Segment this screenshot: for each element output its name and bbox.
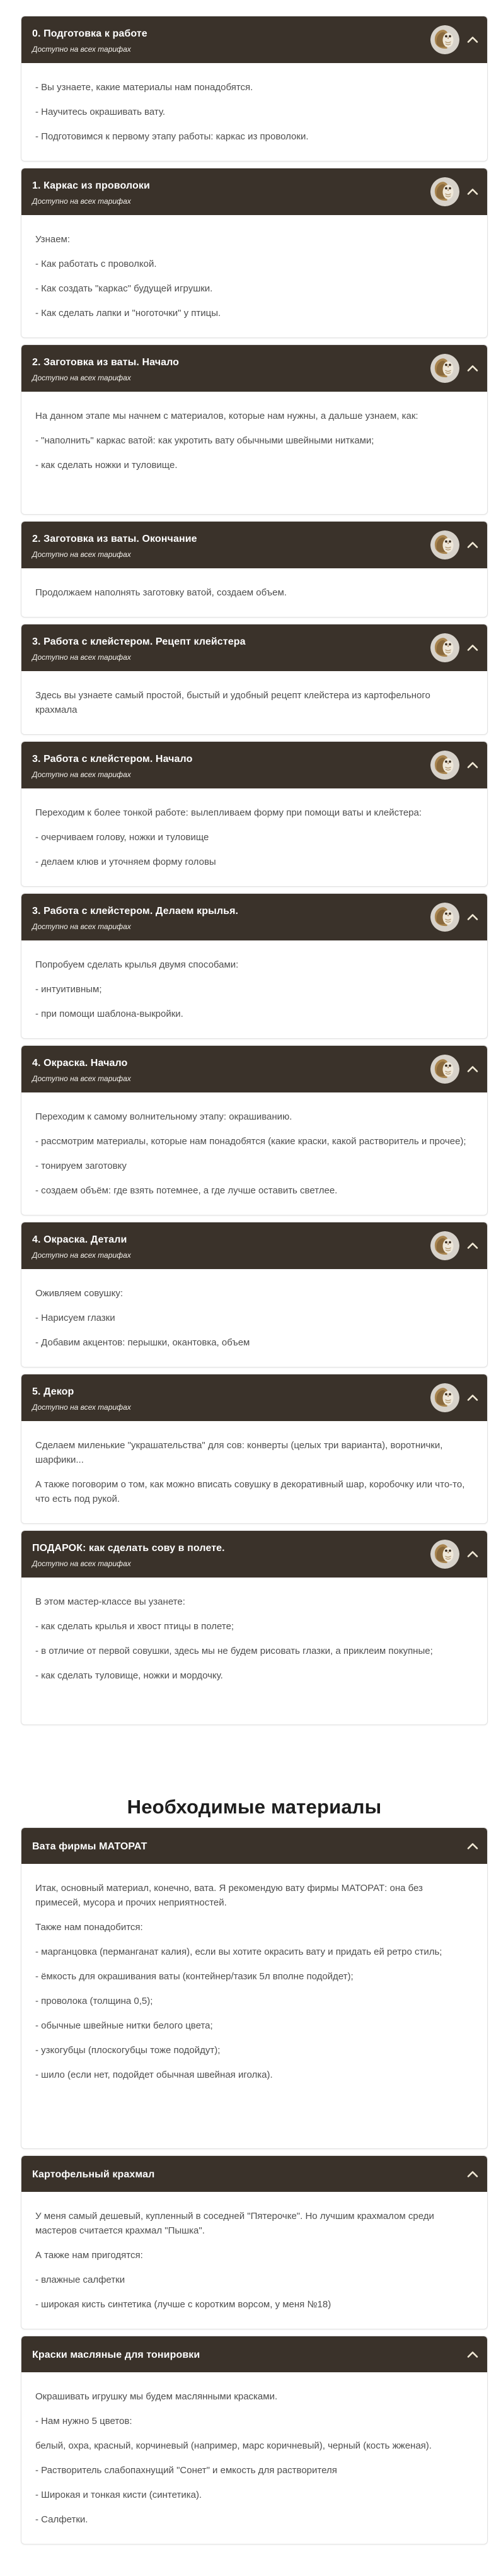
lesson-accordion-header[interactable] — [21, 345, 487, 392]
chevron-up-icon — [466, 913, 479, 922]
description-paragraph: На данном этапе мы начнем с материалов, которые нам нужны, а дальше узнаем, как: — [35, 411, 418, 421]
lesson-tariff-subtitle: Доступно на всех тарифах — [32, 652, 131, 662]
description-paragraph: Сделаем миленькие "украшательства" для сов: конверты (целых три варианта), воротнички, шарфики... — [35, 1440, 443, 1465]
material-card — [21, 2336, 488, 2544]
description-paragraph: - широкая кисть синтетика (лучше с коротким ворсом, у меня №18) — [35, 2299, 331, 2310]
lesson-accordion-header[interactable] — [21, 1046, 487, 1092]
lesson-description-body — [21, 788, 487, 886]
lesson-tariff-subtitle: Доступно на всех тарифах — [32, 196, 131, 206]
lesson-accordion-header[interactable] — [21, 894, 487, 940]
chevron-up-icon — [466, 1550, 479, 1559]
description-paragraph: - делаем клюв и уточняем форму головы — [35, 857, 216, 867]
description-paragraph: - Научитесь окрашивать вату. — [35, 107, 166, 117]
description-paragraph: - "наполнить" каркас ватой: как укротить вату обычными швейными нитками; — [35, 435, 374, 446]
lesson-card — [21, 168, 488, 338]
description-paragraph: - Широкая и тонкая кисти (синтетика). — [35, 2490, 202, 2500]
material-title: Картофельный крахмал — [32, 2169, 155, 2180]
description-paragraph: Продолжаем наполнять заготовку ватой, создаем объем. — [35, 587, 287, 598]
description-paragraph: - как сделать крылья и хвост птицы в полете; — [35, 1621, 234, 1632]
lessons-list — [21, 16, 488, 1725]
lesson-accordion-header[interactable] — [21, 624, 487, 671]
lesson-card — [21, 741, 488, 887]
lesson-tariff-subtitle: Доступно на всех тарифах — [32, 1074, 131, 1083]
description-paragraph: - тонируем заготовку — [35, 1161, 127, 1171]
description-paragraph: - Салфетки. — [35, 2514, 88, 2525]
description-paragraph: - в отличие от первой совушки, здесь мы не будем рисовать глазки, а приклеим покупные; — [35, 1646, 433, 1656]
lesson-accordion-header[interactable] — [21, 168, 487, 215]
chevron-up-icon — [466, 1393, 479, 1402]
chevron-up-icon — [466, 1241, 479, 1250]
lesson-accordion-header[interactable] — [21, 16, 487, 63]
owl-lesson-avatar — [430, 1231, 459, 1260]
chevron-up-icon — [466, 761, 479, 770]
description-paragraph — [35, 2117, 468, 2131]
lesson-description-body — [21, 63, 487, 161]
description-paragraph: - Подготовимся к первому этапу работы: каркас из проволоки. — [35, 131, 309, 142]
description-paragraph: - марганцовка (перманганат калия), если вы хотите окрасить вату и придать ей ретро стиль; — [35, 1947, 442, 1957]
owl-lesson-avatar — [430, 1055, 459, 1084]
chevron-up-icon — [466, 2350, 479, 2359]
description-paragraph: - Вы узнаете, какие материалы нам понадобятся. — [35, 82, 253, 93]
description-paragraph: А также нам пригодятся: — [35, 2250, 143, 2261]
description-paragraph: - Добавим акцентов: перышки, окантовка, объем — [35, 1337, 250, 1348]
lesson-title: 3. Работа с клейстером. Делаем крылья. — [32, 905, 239, 916]
owl-lesson-avatar — [430, 177, 459, 206]
description-paragraph: Итак, основный материал, конечно, вата. Я рекомендую вату фирмы МАТОРАТ: она без примесей, мусора и прочих неприятностей. — [35, 1883, 423, 1908]
description-paragraph: - Растворитель слабопахнущий "Сонет" и емкость для растворителя — [35, 2465, 337, 2476]
description-paragraph: Оживляем совушку: — [35, 1288, 123, 1299]
lesson-card — [21, 521, 488, 618]
description-paragraph: - Нам нужно 5 цветов: — [35, 2416, 132, 2427]
materials-list — [21, 1827, 488, 2544]
material-description-body — [21, 1864, 487, 2148]
lesson-tariff-subtitle: Доступно на всех тарифах — [32, 922, 131, 931]
lesson-card — [21, 1222, 488, 1367]
description-paragraph: - рассмотрим материалы, которые нам понадобятся (какие краски, какой растворитель и прочее); — [35, 1136, 466, 1147]
owl-lesson-avatar — [430, 530, 459, 559]
material-accordion-header[interactable] — [21, 2336, 487, 2372]
lesson-card — [21, 1530, 488, 1725]
lesson-title: ПОДАРОК: как сделать сову в полете. — [32, 1542, 225, 1554]
description-paragraph: Попробуем сделать крылья двумя способами: — [35, 959, 239, 970]
lesson-description-body — [21, 1269, 487, 1367]
owl-lesson-avatar — [430, 903, 459, 932]
lesson-description-body — [21, 671, 487, 734]
lesson-description-body — [21, 1578, 487, 1724]
lesson-title: 0. Подготовка к работе — [32, 28, 147, 39]
lesson-card — [21, 344, 488, 515]
owl-lesson-avatar — [430, 1540, 459, 1569]
lesson-accordion-header[interactable] — [21, 1374, 487, 1421]
materials-heading: Необходимые материалы — [127, 1796, 382, 1818]
lesson-description-body — [21, 215, 487, 337]
description-paragraph: У меня самый дешевый, купленный в соседней "Пятерочке". Но лучшим крахмалом среди мастеров считается крахмал "Пышка". — [35, 2211, 434, 2236]
chevron-up-icon — [466, 541, 479, 549]
description-paragraph: - влажные салфетки — [35, 2274, 125, 2285]
lesson-title: 3. Работа с клейстером. Рецепт клейстера — [32, 636, 246, 647]
lesson-description-body — [21, 1092, 487, 1215]
lesson-tariff-subtitle: Доступно на всех тарифах — [32, 373, 131, 382]
description-paragraph — [35, 1693, 468, 1707]
description-paragraph: - ёмкость для окрашивания ваты (контейнер/тазик 5л вполне подойдет); — [35, 1971, 354, 1982]
description-paragraph — [35, 483, 468, 497]
lesson-accordion-header[interactable] — [21, 1222, 487, 1269]
description-paragraph: - создаем объём: где взять потемнее, а где лучше оставить светлее. — [35, 1185, 338, 1196]
description-paragraph: - очерчиваем голову, ножки и туловище — [35, 832, 209, 843]
lesson-tariff-subtitle: Доступно на всех тарифах — [32, 1250, 131, 1260]
lesson-accordion-header[interactable] — [21, 1531, 487, 1578]
lesson-card — [21, 1045, 488, 1215]
lesson-card — [21, 16, 488, 161]
chevron-up-icon — [466, 187, 479, 196]
description-paragraph: - узкогубцы (плоскогубцы тоже подойдут); — [35, 2045, 221, 2056]
chevron-up-icon — [466, 1842, 479, 1851]
chevron-up-icon — [466, 35, 479, 44]
chevron-up-icon — [466, 2170, 479, 2179]
owl-lesson-avatar — [430, 354, 459, 383]
lesson-tariff-subtitle: Доступно на всех тарифах — [32, 770, 131, 779]
description-paragraph: - как сделать туловище, ножки и мордочку. — [35, 1670, 223, 1681]
lesson-description-body — [21, 1421, 487, 1523]
lesson-tariff-subtitle: Доступно на всех тарифах — [32, 549, 131, 559]
lesson-accordion-header[interactable] — [21, 522, 487, 568]
lesson-title: 2. Заготовка из ваты. Окончание — [32, 533, 197, 544]
material-description-body — [21, 2372, 487, 2544]
description-paragraph: А также поговорим о том, как можно вписать совушку в декоративный шар, коробочку или что-то, что есть под рукой. — [35, 1479, 465, 1504]
lesson-description-body — [21, 392, 487, 514]
material-title: Вата фирмы МАТОРАТ — [32, 1841, 147, 1852]
description-paragraph: - при помощи шаблона-выкройки. — [35, 1009, 183, 1019]
lesson-card — [21, 1374, 488, 1524]
lesson-tariff-subtitle: Доступно на всех тарифах — [32, 1559, 131, 1568]
lesson-description-body — [21, 568, 487, 617]
description-paragraph: - Как работать с проволкой. — [35, 259, 157, 269]
description-paragraph: - шило (если нет, подойдет обычная швейная иголка). — [35, 2070, 273, 2080]
lesson-title: 2. Заготовка из ваты. Начало — [32, 356, 180, 368]
material-card — [21, 1827, 488, 2149]
description-paragraph: - Нарисуем глазки — [35, 1313, 115, 1323]
description-paragraph: - как сделать ножки и туловище. — [35, 460, 178, 471]
description-paragraph: В этом мастер-классе вы узанете: — [35, 1596, 185, 1607]
material-title: Краски масляные для тонировки — [32, 2349, 200, 2360]
description-paragraph: - Как сделать лапки и "ноготочки" у птицы. — [35, 308, 221, 319]
description-paragraph: - проволока (толщина 0,5); — [35, 1996, 153, 2006]
lesson-card — [21, 893, 488, 1039]
owl-lesson-avatar — [430, 633, 459, 662]
description-paragraph: - обычные швейные нитки белого цвета; — [35, 2020, 213, 2031]
description-paragraph: белый, охра, красный, корчиневый (например, марс коричневый), черный (кость жженая). — [35, 2440, 432, 2451]
material-accordion-header[interactable] — [21, 1828, 487, 1864]
lesson-title: 4. Окраска. Начало — [32, 1057, 128, 1068]
lesson-description-body — [21, 940, 487, 1038]
material-accordion-header[interactable] — [21, 2156, 487, 2192]
lesson-title: 5. Декор — [32, 1386, 74, 1397]
lesson-tariff-subtitle: Доступно на всех тарифах — [32, 44, 131, 54]
description-paragraph: Переходим к самому волнительному этапу: окрашиванию. — [35, 1111, 292, 1122]
description-paragraph: Переходим к более тонкой работе: вылепливаем форму при помощи ваты и клейстера: — [35, 807, 422, 818]
material-description-body — [21, 2192, 487, 2329]
lesson-card — [21, 624, 488, 735]
description-paragraph: Также нам понадобится: — [35, 1922, 143, 1933]
description-paragraph: Окрашивать игрушку мы будем маслянными красками. — [35, 2391, 278, 2402]
owl-lesson-avatar — [430, 751, 459, 780]
lesson-title: 4. Окраска. Детали — [32, 1234, 127, 1245]
chevron-up-icon — [466, 364, 479, 373]
owl-lesson-avatar — [430, 1383, 459, 1412]
owl-lesson-avatar — [430, 25, 459, 54]
lesson-tariff-subtitle: Доступно на всех тарифах — [32, 1402, 131, 1412]
description-paragraph: Здесь вы узнаете самый простой, быстый и удобный рецепт клейстера из картофельного крахмала — [35, 690, 430, 715]
material-card — [21, 2155, 488, 2329]
description-paragraph: - интуитивным; — [35, 984, 102, 995]
description-paragraph: - Как создать "каркас" будущей игрушки. — [35, 283, 213, 294]
description-paragraph: Узнаем: — [35, 234, 71, 245]
lesson-accordion-header[interactable] — [21, 742, 487, 788]
chevron-up-icon — [466, 1065, 479, 1074]
description-paragraph — [35, 2092, 468, 2107]
lesson-title: 1. Каркас из проволоки — [32, 180, 150, 191]
chevron-up-icon — [466, 643, 479, 652]
lesson-title: 3. Работа с клейстером. Начало — [32, 753, 193, 764]
